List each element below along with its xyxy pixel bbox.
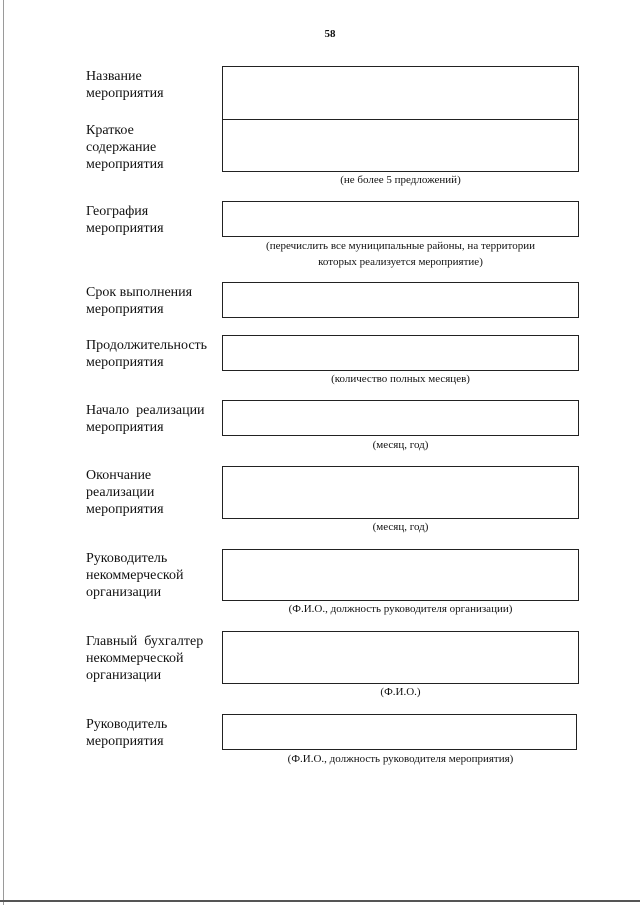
page-number: 58 [324,28,336,40]
input-org-head[interactable] [222,549,579,601]
input-event-start[interactable] [222,400,579,436]
label-org-head: Руководитель некоммерческой организации [86,551,184,600]
label-event-duration: Продолжительность мероприятия [86,338,208,370]
input-chief-accountant[interactable] [222,631,579,684]
input-event-duration[interactable] [222,335,579,371]
label-event-name: Название мероприятия [86,69,164,101]
scan-edge-left [3,0,4,905]
hint-event-end: (месяц, год) [372,521,429,533]
hint-event-geography: (перечислить все муниципальные районы, на территории которых реализуется мероприятие) [266,240,535,268]
label-event-end: Окончание реализации мероприятия [86,468,164,517]
hint-org-head: (Ф.И.О., должность руководителя организации) [288,603,513,615]
hint-event-start: (месяц, год) [372,439,429,451]
hint-event-head: (Ф.И.О., должность руководителя мероприятия) [287,753,514,765]
label-event-geography: География мероприятия [86,204,164,236]
hint-event-summary: (не более 5 предложений) [340,174,461,186]
label-event-head: Руководитель мероприятия [86,717,168,749]
hint-chief-accountant: (Ф.И.О.) [380,686,421,698]
scan-edge-bottom [0,900,640,902]
input-event-geography[interactable] [222,201,579,237]
label-event-deadline: Срок выполнения мероприятия [86,285,193,317]
input-event-name[interactable] [222,66,579,121]
label-event-summary: Краткое содержание мероприятия [86,123,164,172]
input-event-summary[interactable] [222,119,579,172]
input-event-head[interactable] [222,714,577,750]
hint-event-duration: (количество полных месяцев) [331,373,470,385]
label-event-start: Начало реализации мероприятия [86,403,205,435]
label-chief-accountant: Главный бухгалтер некоммерческой организации [86,634,204,683]
input-event-end[interactable] [222,466,579,519]
input-event-deadline[interactable] [222,282,579,318]
